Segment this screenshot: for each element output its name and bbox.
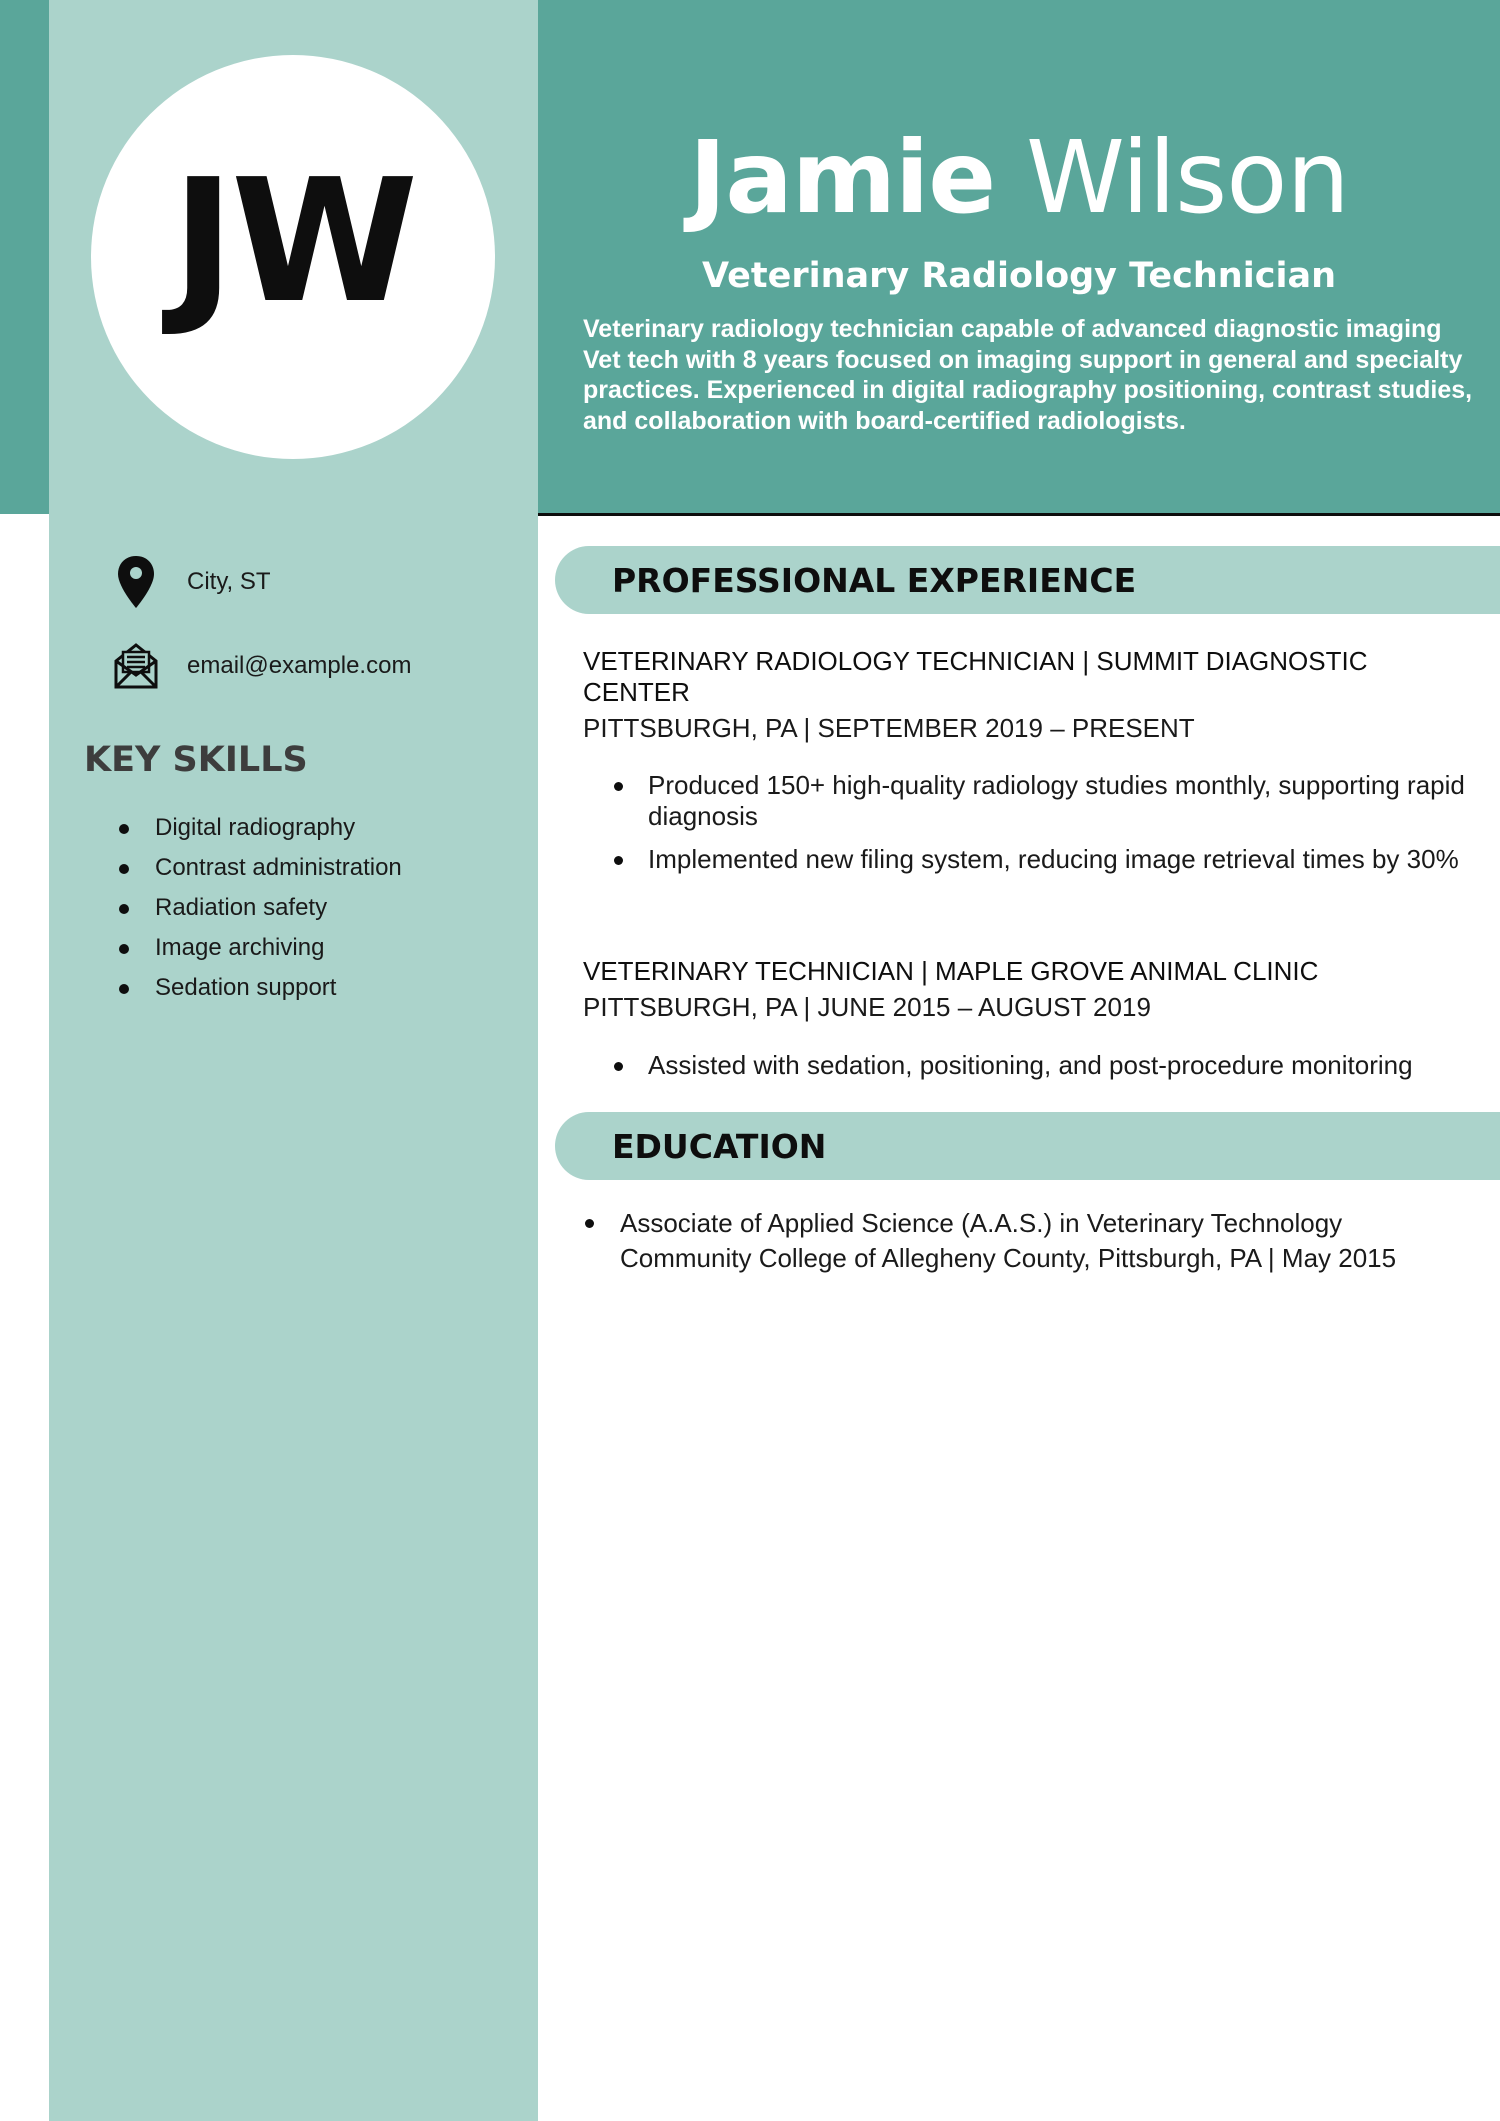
job-2-title: VETERINARY TECHNICIAN | MAPLE GROVE ANIMAL CLINIC: [583, 956, 1319, 986]
left-accent-strip: [0, 0, 49, 514]
skills-heading: KEY SKILLS: [84, 740, 308, 780]
map-pin-icon: [110, 552, 162, 612]
header-divider: [538, 513, 1500, 516]
skill-item: Contrast administration: [115, 848, 402, 888]
section-header-experience: [555, 546, 1500, 614]
education-heading: EDUCATION: [612, 1126, 827, 1166]
job-bullet: Implemented new filing system, reducing image retrieval times by 30%: [610, 844, 1480, 875]
contact-email: [110, 636, 411, 696]
first-name: Jamie: [689, 119, 996, 236]
education-degree: Associate of Applied Science (A.A.S.) in Veterinary Technology: [620, 1208, 1343, 1238]
last-name: Wilson: [1025, 119, 1349, 236]
email-text: email@example.com: [187, 652, 412, 679]
job-1-title: VETERINARY RADIOLOGY TECHNICIAN | SUMMIT DIAGNOSTIC CENTER: [583, 646, 1368, 707]
location-text: City, ST: [187, 568, 271, 595]
section-header-education: [555, 1112, 1500, 1180]
initials: JW: [171, 143, 415, 341]
profile-summary: Veterinary radiology technician capable of advanced diagnostic imaging Vet tech with 8 years focused on imaging support in general and specialty practices. Experienced in digital radiography positioning, contrast studies, and collaboration with board-certified radiologists.: [583, 315, 1473, 435]
job-2-meta: PITTSBURGH, PA | JUNE 2015 – AUGUST 2019: [583, 992, 1151, 1022]
contact-location: [110, 552, 271, 612]
job-2-bullets: [610, 1050, 1480, 1093]
experience-heading: PROFESSIONAL EXPERIENCE: [612, 560, 1137, 600]
bullet-icon: [585, 1219, 594, 1228]
candidate-name: [538, 118, 1500, 238]
job-1-meta: PITTSBURGH, PA | SEPTEMBER 2019 – PRESENT: [583, 713, 1195, 743]
job-bullet: Assisted with sedation, positioning, and post-procedure monitoring: [610, 1050, 1480, 1081]
skill-item: Digital radiography: [115, 808, 402, 848]
education-entry: [583, 1206, 1483, 1276]
skill-item: Sedation support: [115, 968, 402, 1008]
job-bullet: Produced 150+ high-quality radiology studies monthly, supporting rapid diagnosis: [610, 770, 1480, 832]
envelope-open-icon: [110, 636, 162, 696]
job-1-bullets: [610, 770, 1480, 887]
skills-list: [115, 808, 402, 1008]
job-title-header: Veterinary Radiology Technician: [701, 256, 1337, 296]
education-school: Community College of Allegheny County, Pittsburgh, PA | May 2015: [620, 1243, 1397, 1273]
monogram-avatar: [91, 55, 495, 459]
skill-item: Radiation safety: [115, 888, 402, 928]
skill-item: Image archiving: [115, 928, 402, 968]
